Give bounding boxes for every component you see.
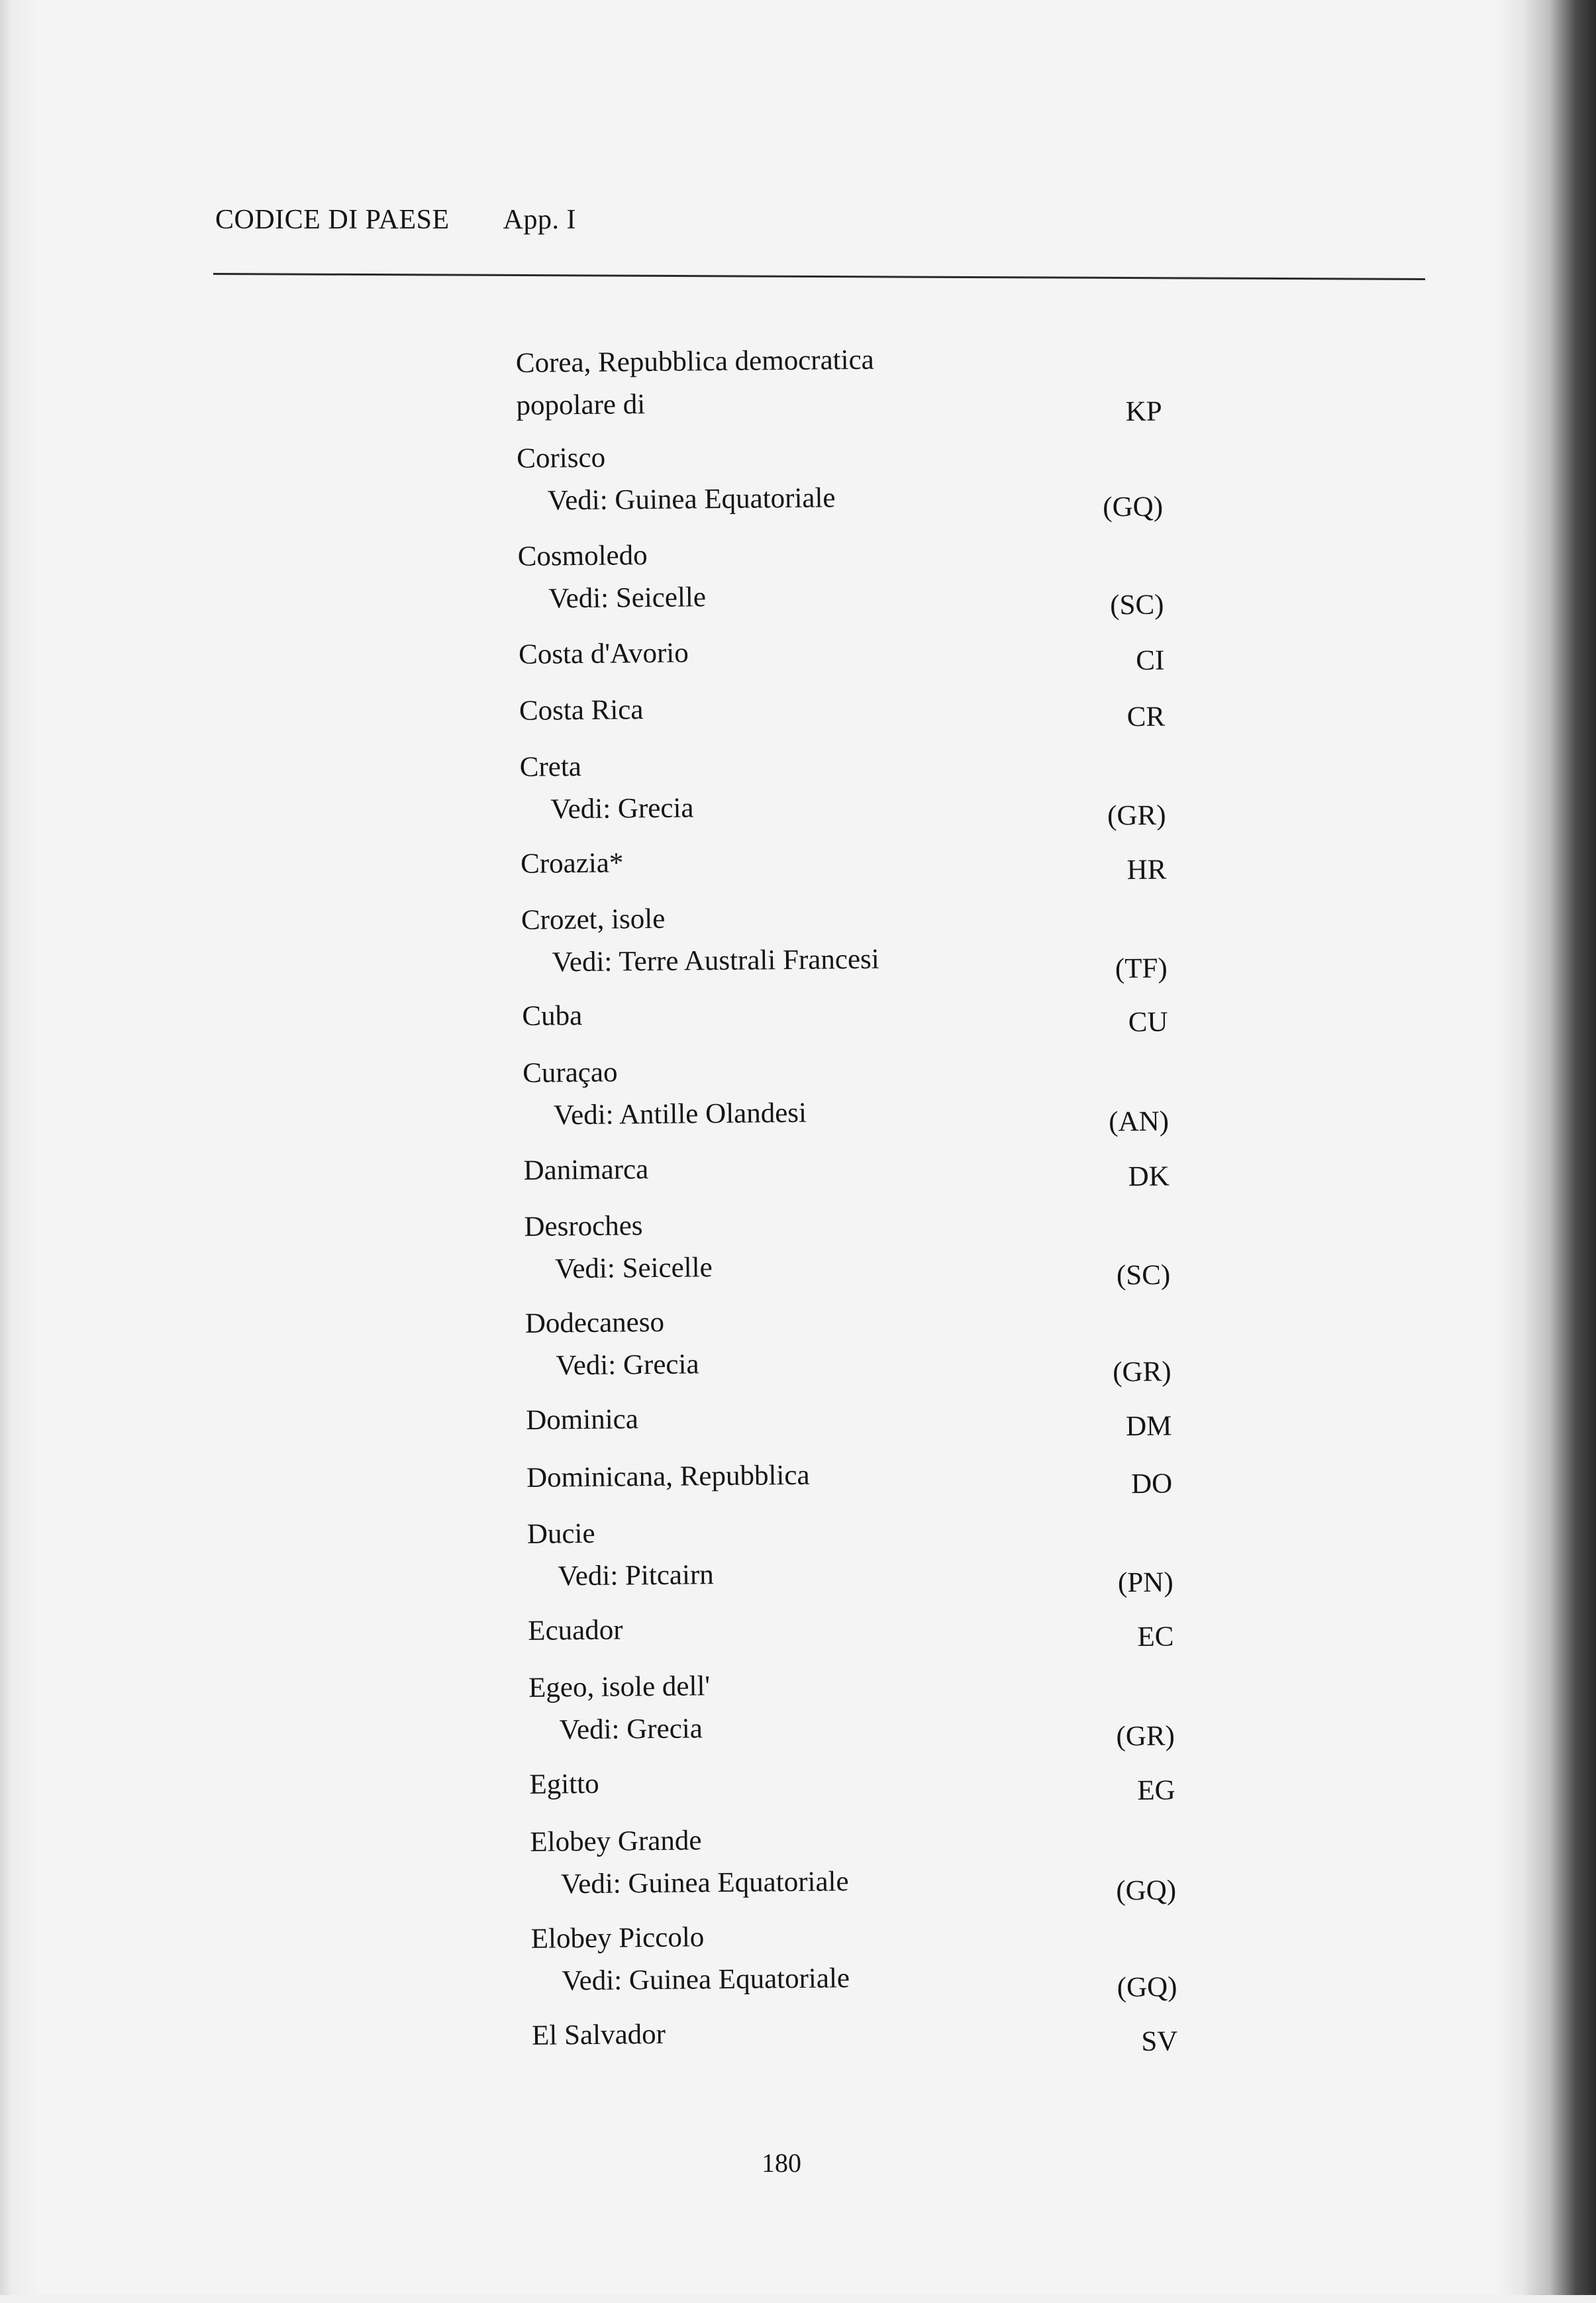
country-code: (GR) — [1107, 799, 1166, 832]
country-code: (GR) — [1116, 1720, 1175, 1753]
country-code: CR — [1126, 701, 1166, 733]
country-name: Elobey Grande — [530, 1825, 702, 1858]
country-code: (GQ) — [1103, 491, 1164, 523]
header-appendix: App. I — [503, 205, 576, 235]
country-code: EC — [1137, 1621, 1174, 1653]
list-item — [521, 893, 1184, 984]
country-code: SV — [1141, 2025, 1178, 2057]
country-name: Crozet, isole — [521, 903, 666, 936]
country-name: Egitto — [529, 1768, 599, 1800]
list-item — [528, 1661, 1191, 1752]
see-reference: Vedi: Guinea Equatoriale — [560, 1866, 849, 1900]
list-item — [517, 529, 1180, 621]
country-code: EG — [1137, 1774, 1175, 1807]
list-item — [532, 2008, 1195, 2057]
see-reference: Vedi: Pitcairn — [558, 1559, 714, 1592]
page-number: 180 — [762, 2148, 801, 2178]
country-code: DO — [1130, 1468, 1173, 1500]
see-reference: Vedi: Guinea Equatoriale — [562, 1963, 850, 1997]
list-item — [516, 336, 1179, 427]
list-item — [524, 1200, 1187, 1291]
country-name: Dominica — [526, 1404, 639, 1436]
country-code: (SC) — [1116, 1259, 1171, 1292]
see-reference: Vedi: Grecia — [556, 1349, 699, 1382]
list-item — [522, 989, 1185, 1038]
country-name: Ecuador — [528, 1614, 623, 1647]
see-reference: Vedi: Antille Olandesi — [553, 1097, 807, 1131]
list-item — [528, 1604, 1191, 1653]
country-name: Dominicana, Repubblica — [526, 1459, 810, 1494]
see-reference: Vedi: Seicelle — [554, 1252, 713, 1285]
country-code: KP — [1125, 395, 1162, 428]
list-item — [519, 684, 1182, 733]
see-reference: Vedi: Grecia — [550, 792, 694, 825]
list-item — [525, 1296, 1188, 1388]
country-code: DK — [1128, 1160, 1170, 1193]
see-reference: Vedi: Terre Australi Francesi — [552, 943, 879, 978]
country-name: Elobey Piccolo — [530, 1921, 705, 1955]
see-reference: Vedi: Grecia — [559, 1713, 703, 1746]
country-name: El Salvador — [531, 2018, 666, 2051]
list-item — [529, 1757, 1192, 1806]
list-item — [527, 1507, 1190, 1598]
country-name: Ducie — [526, 1517, 595, 1550]
country-code: (SC) — [1110, 589, 1164, 621]
country-code: (AN) — [1108, 1105, 1170, 1138]
country-name: Danimarca — [523, 1154, 649, 1186]
country-name: Corea, Repubblica democratica — [515, 344, 874, 379]
country-code: (TF) — [1115, 952, 1168, 985]
country-name: Costa d'Avorio — [518, 637, 689, 670]
country-code: (GQ) — [1117, 1971, 1177, 2004]
country-code: DM — [1125, 1410, 1172, 1443]
see-reference: Vedi: Seicelle — [548, 582, 707, 615]
country-name: Curaçao — [522, 1056, 618, 1089]
country-name: Croazia* — [520, 847, 624, 880]
country-code: CU — [1128, 1006, 1168, 1039]
country-code: HR — [1126, 854, 1167, 886]
country-name: Dodecaneso — [524, 1306, 665, 1339]
country-code: (GQ) — [1116, 1874, 1177, 1907]
list-item — [526, 1451, 1189, 1500]
country-code: (GR) — [1112, 1356, 1172, 1388]
see-reference: Vedi: Guinea Equatoriale — [547, 482, 836, 517]
country-name: Cosmoledo — [517, 540, 648, 572]
list-item — [523, 1046, 1185, 1137]
country-code: (PN) — [1117, 1566, 1173, 1599]
list-item — [530, 1912, 1193, 2003]
list-item — [519, 740, 1182, 831]
country-name: Costa Rica — [519, 694, 644, 727]
country-name: Corisco — [517, 442, 606, 474]
list-item — [519, 627, 1181, 676]
list-item — [530, 1815, 1193, 1906]
country-code: CI — [1136, 644, 1165, 676]
list-item — [517, 431, 1179, 523]
country-name-continued: popolare di — [516, 389, 646, 421]
list-item — [521, 837, 1183, 886]
list-item — [526, 1393, 1189, 1442]
list-item — [523, 1143, 1186, 1192]
country-name: Desroches — [524, 1210, 643, 1243]
country-name: Cuba — [522, 1000, 583, 1032]
country-name: Egeo, isole dell' — [528, 1670, 711, 1704]
country-name: Creta — [519, 751, 582, 783]
header-title: CODICE DI PAESE — [215, 205, 450, 235]
